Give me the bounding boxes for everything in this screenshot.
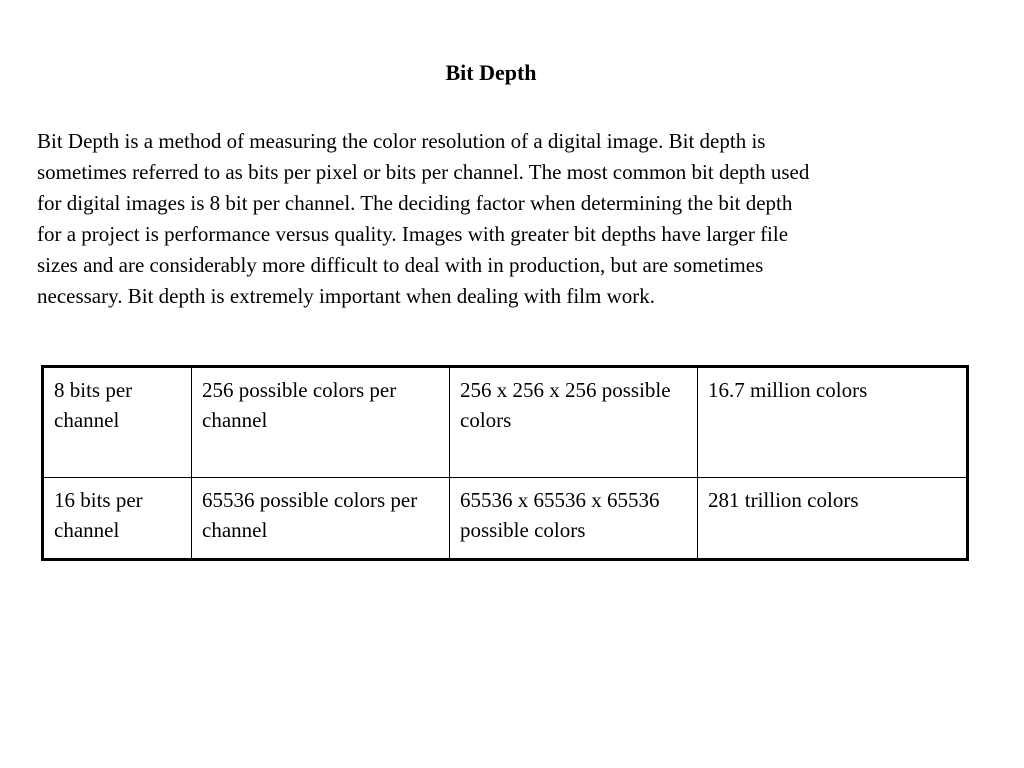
table-cell-formula: 65536 x 65536 x 65536 possible colors xyxy=(450,478,698,560)
table-cell-possible: 65536 possible colors per channel xyxy=(192,478,450,560)
table-cell-bits: 8 bits per channel xyxy=(43,367,192,478)
table-cell-bits: 16 bits per channel xyxy=(43,478,192,560)
table-row xyxy=(43,478,968,560)
body-paragraph: Bit Depth is a method of measuring the color resolution of a digital image. Bit depth is sometimes referred to as bits per pixel or bits per channel. The most common bit depth used for digital images is 8 bit per channel. The deciding factor when determining the bit depth for a project is performance versus quality. Images with greater bit depths have larger file sizes and are considerably more difficult to deal with in production, but are sometimes necessary. Bit depth is extremely important when dealing with film work. xyxy=(37,129,810,308)
table-cell-formula: 256 x 256 x 256 possible colors xyxy=(450,367,698,478)
bit-depth-table xyxy=(41,365,969,561)
page-title: Bit Depth xyxy=(445,60,537,85)
table-cell-total: 16.7 million colors xyxy=(698,367,968,478)
table-cell-total: 281 trillion colors xyxy=(698,478,968,560)
table-cell-possible: 256 possible colors per channel xyxy=(192,367,450,478)
table-row xyxy=(43,367,968,478)
